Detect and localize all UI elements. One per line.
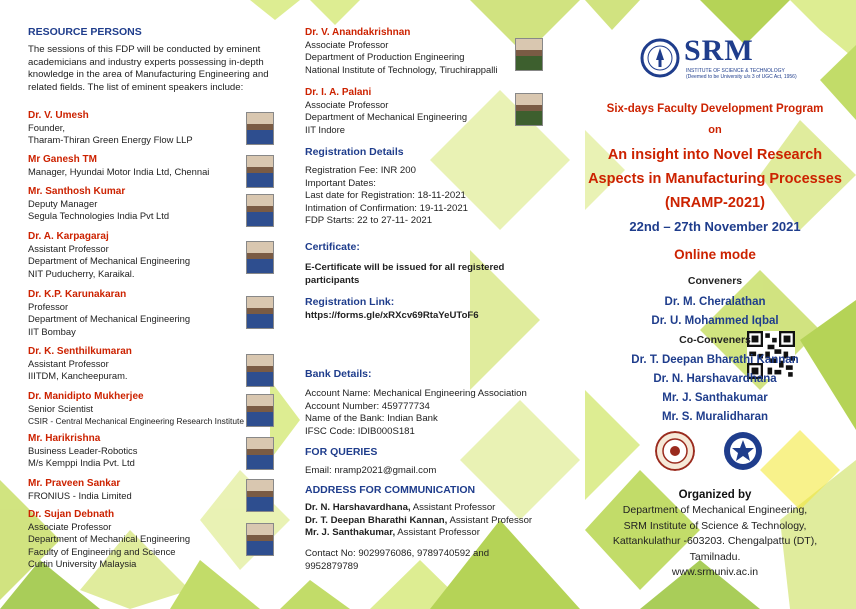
speaker-name: Dr. A. Karpagaraj bbox=[28, 231, 109, 242]
department-seal-icon bbox=[655, 431, 695, 471]
address-title: ADDRESS FOR COMMUNICATION bbox=[305, 484, 476, 496]
speaker-detail: Faculty of Engineering and Science bbox=[28, 545, 176, 557]
speaker-photo bbox=[246, 523, 274, 556]
certificate-text: E-Certificate will be issued for all registered participants bbox=[305, 262, 505, 286]
speaker-photo bbox=[246, 241, 274, 274]
resource-persons-title: RESOURCE PERSONS bbox=[28, 26, 142, 38]
speaker-photo bbox=[246, 437, 274, 470]
speaker-entry bbox=[28, 346, 132, 383]
speaker-photo bbox=[515, 38, 543, 71]
speaker-detail: Department of Mechanical Engineering bbox=[28, 533, 191, 545]
event-mode: Online mode bbox=[674, 247, 756, 262]
speaker-entry bbox=[28, 433, 137, 470]
speaker-entry bbox=[28, 289, 190, 338]
program-title: Six-days Faculty Development Program bbox=[606, 103, 824, 115]
speaker-detail: Segula Technologies India Pvt Ltd bbox=[28, 210, 170, 222]
speaker-entry bbox=[28, 478, 132, 502]
speaker-photo bbox=[246, 155, 274, 188]
registration-link[interactable]: https://forms.gle/xRXcv69RtaYeUToF6 bbox=[305, 310, 479, 321]
speaker-detail: IIT Bombay bbox=[28, 325, 76, 337]
registration-details: Registration Fee: INR 200 Important Dates: Last date for Registration: 18-11-2021 Intimation of Confirmation: 19-11-2021 FDP Starts: 22 to 27-11- 2021 bbox=[305, 165, 469, 226]
organizer-block bbox=[585, 487, 845, 581]
speaker-name: Dr. K.P. Karunakaran bbox=[28, 289, 127, 300]
speaker-detail: Professor bbox=[28, 301, 69, 312]
speaker-detail: Founder, bbox=[28, 122, 66, 133]
resource-intro: The sessions of this FDP will be conducted by eminent academicians and industry experts possessing in-depth knowledge in the area of Manufacturing Engineering and related fields. The list of eminent speakers include: bbox=[28, 44, 269, 93]
speaker-detail: IIITDM, Kancheepuram. bbox=[28, 370, 128, 382]
resource-persons-column bbox=[28, 0, 278, 609]
bank-title: Bank Details: bbox=[305, 368, 372, 380]
organizer-address: Department of Mechanical Engineering, SRM Institute of Science & Technology, Kattankulathur -603203. Chengalpattu (DT), Tamilnadu. www.srmuniv.ac.in bbox=[585, 503, 845, 581]
speaker-photo bbox=[246, 354, 274, 387]
speaker-name: Mr. Santhosh Kumar bbox=[28, 186, 126, 197]
registration-title: Registration Details bbox=[305, 146, 404, 158]
coconveners-list: Dr. T. Deepan Bharathi Kannan Dr. N. Harshavardhana Mr. J. Santhakumar Mr. S. Muralidharan bbox=[631, 354, 799, 423]
speaker-name: Dr. Manidipto Mukherjee bbox=[28, 391, 144, 402]
speaker-detail: Assistant Professor bbox=[28, 358, 109, 369]
conveners-list: Dr. M. Cheralathan Dr. U. Mohammed Iqbal bbox=[651, 296, 779, 327]
speaker-photo bbox=[246, 479, 274, 512]
speaker-name: Mr. Harikrishna bbox=[28, 433, 101, 444]
speaker-detail: Deputy Manager bbox=[28, 198, 98, 209]
speaker-name: Dr. K. Senthilkumaran bbox=[28, 346, 132, 357]
speaker-entry bbox=[28, 110, 193, 147]
speaker-detail: M/s Kemppi India Pvt. Ltd bbox=[28, 457, 135, 469]
speaker-name: Mr. Praveen Sankar bbox=[28, 478, 121, 489]
srm-logo-text: SRM bbox=[684, 34, 754, 67]
queries-title: FOR QUERIES bbox=[305, 446, 378, 458]
speaker-detail: Manager, Hyundai Motor India Ltd, Chennai bbox=[28, 166, 210, 177]
conveners-title: Conveners bbox=[687, 275, 743, 287]
coconveners-title: Co-Conveners bbox=[679, 334, 751, 346]
registration-link-title: Registration Link: bbox=[305, 296, 395, 308]
speaker-detail: CSIR - Central Mechanical Engineering Research Institute bbox=[28, 416, 244, 427]
association-seal-icon bbox=[723, 431, 763, 471]
speaker-detail: Associate Professor bbox=[28, 521, 112, 532]
speaker-name: Mr Ganesh TM bbox=[28, 154, 97, 165]
speaker-anandakrishnan: Dr. V. Anandakrishnan Associate Professor Department of Production Engineering National Institute of Technology, Tiruchirappalli bbox=[305, 27, 498, 75]
speaker-name: Dr. Sujan Debnath bbox=[28, 509, 115, 520]
speaker-detail: Curtin University Malaysia bbox=[28, 557, 137, 569]
bank-details: Account Name: Mechanical Engineering Association Account Number: 459777734 Name of the Bank: Indian Bank IFSC Code: IDIB000S181 bbox=[305, 388, 527, 437]
speaker-detail: FRONIUS - India Limited bbox=[28, 490, 132, 501]
organized-title: Organized by bbox=[678, 489, 752, 501]
speaker-entry bbox=[28, 509, 190, 570]
speaker-entry bbox=[28, 186, 169, 223]
speaker-detail: Tharam-Thiran Green Energy Flow LLP bbox=[28, 134, 193, 146]
speaker-detail: Assistant Professor bbox=[28, 243, 109, 254]
address-people: Dr. N. Harshavardhana, Assistant Professor Dr. T. Deepan Bharathi Kannan, Assistant Professor Mr. J. Santhakumar, Assistant Professor bbox=[305, 502, 533, 538]
speaker-photo bbox=[246, 194, 274, 227]
speaker-detail: Senior Scientist bbox=[28, 403, 94, 414]
event-dates: 22nd – 27th November 2021 bbox=[629, 219, 801, 234]
speaker-detail: Department of Mechanical Engineering bbox=[28, 255, 191, 267]
speaker-entry bbox=[28, 154, 209, 178]
speaker-entry bbox=[28, 231, 190, 280]
speaker-detail: NIT Puducherry, Karaikal. bbox=[28, 267, 135, 279]
speaker-palani: Dr. I. A. Palani Associate Professor Department of Mechanical Engineering IIT Indore bbox=[305, 87, 468, 135]
event-title: An insight into Novel Research Aspects in Manufacturing Processes (NRAMP-2021) bbox=[588, 147, 842, 211]
queries-email[interactable]: Email: nramp2021@gmail.com bbox=[305, 465, 437, 476]
program-on: on bbox=[708, 124, 722, 136]
speaker-detail: Department of Mechanical Engineering bbox=[28, 313, 191, 325]
speaker-photo bbox=[515, 93, 543, 126]
certificate-title: Certificate: bbox=[305, 241, 360, 253]
details-column bbox=[305, 0, 565, 609]
speaker-detail: Business Leader-Robotics bbox=[28, 445, 138, 456]
speaker-entry bbox=[28, 391, 244, 428]
speaker-photo bbox=[246, 394, 274, 427]
contact-numbers: Contact No: 9029976086, 9789740592 and 9952879789 bbox=[305, 548, 490, 572]
speaker-name: Dr. V. Umesh bbox=[28, 110, 89, 121]
speaker-photo bbox=[246, 296, 274, 329]
speaker-photo bbox=[246, 112, 274, 145]
srm-logo-subtitle: INSTITUTE OF SCIENCE & TECHNOLOGY (Deemed to be University u/s 3 of UGC Act, 1956) bbox=[686, 68, 797, 80]
website-link[interactable]: www.srmuniv.ac.in bbox=[671, 566, 759, 578]
